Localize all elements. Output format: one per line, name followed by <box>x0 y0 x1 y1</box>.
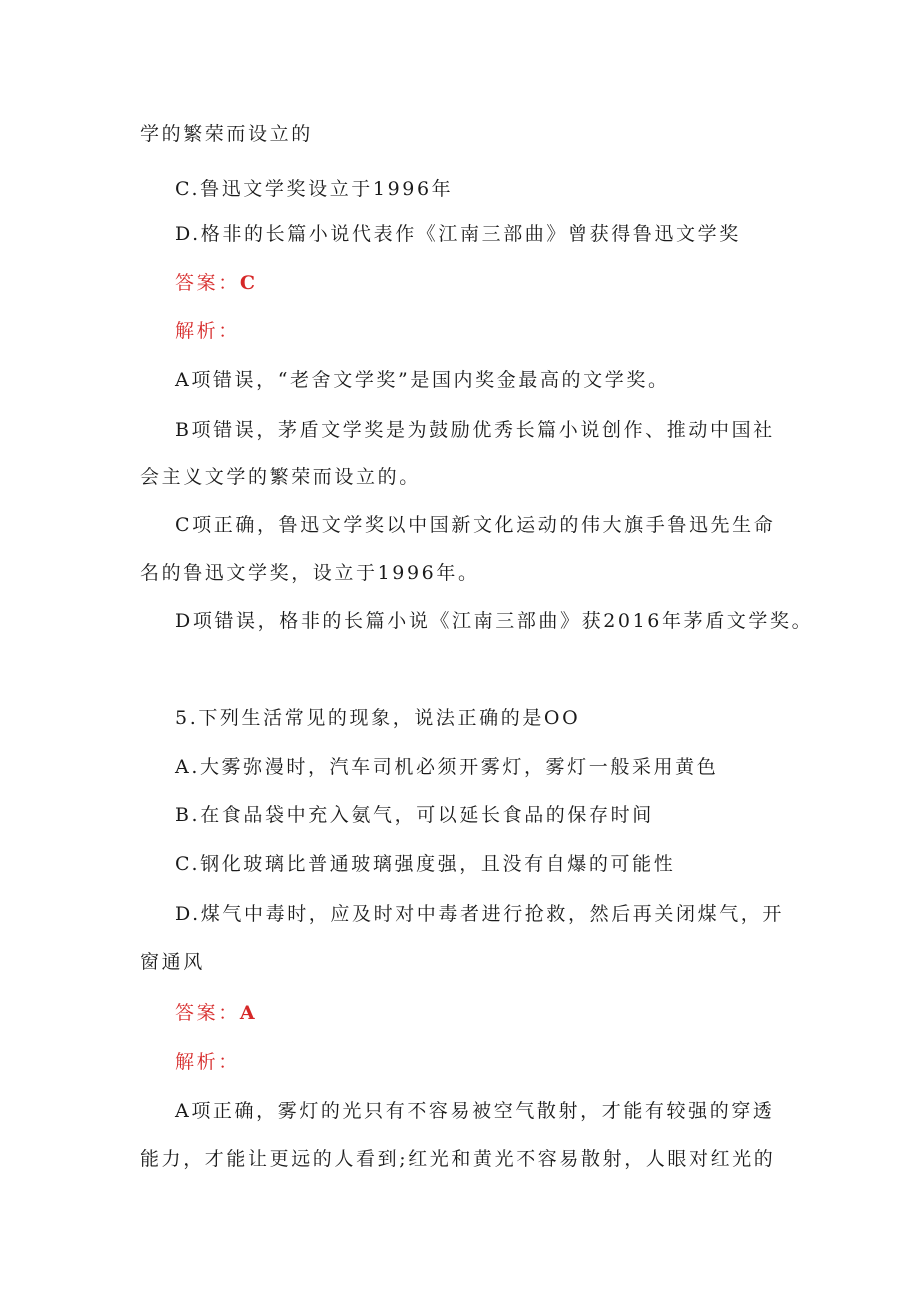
answer-value: C <box>239 272 258 294</box>
analysis-label: 解析： <box>175 1051 240 1073</box>
option-d: D.格非的长篇小说代表作《江南三部曲》曾获得鲁迅文学奖 <box>175 223 741 245</box>
analysis-item-b: B项错误，茅盾文学奖是为鼓励优秀长篇小说创作、推动中国社 <box>175 419 775 441</box>
analysis-item-a-cont: 能力，才能让更远的人看到;红光和黄光不容易散射，人眼对红光的 <box>140 1148 776 1170</box>
option-d-cont: 窗通风 <box>140 951 205 973</box>
question-5: 5.下列生活常见的现象，说法正确的是OO <box>175 707 581 729</box>
option-a: A.大雾弥漫时，汽车司机必须开雾灯，雾灯一般采用黄色 <box>175 756 719 778</box>
analysis-item-b-cont: 会主义文学的繁荣而设立的。 <box>140 466 421 488</box>
analysis-item-c: C项正确，鲁迅文学奖以中国新文化运动的伟大旗手鲁迅先生命 <box>175 514 776 536</box>
answer-value: A <box>239 1002 258 1024</box>
analysis-label: 解析： <box>175 320 240 342</box>
analysis-item-a: A项正确，雾灯的光只有不容易被空气散射，才能有较强的穿透 <box>175 1100 775 1122</box>
option-d: D.煤气中毒时，应及时对中毒者进行抢救，然后再关闭煤气，开 <box>175 903 784 925</box>
analysis-item-d: D项错误，格非的长篇小说《江南三部曲》获2016年茅盾文学奖。 <box>175 610 814 632</box>
answer-line-1 <box>175 270 258 296</box>
option-c: C.鲁迅文学奖设立于1996年 <box>175 178 454 200</box>
option-b: B.在食品袋中充入氨气，可以延长食品的保存时间 <box>175 804 654 826</box>
analysis-item-c-cont: 名的鲁迅文学奖，设立于1996年。 <box>140 562 480 584</box>
option-c: C.钢化玻璃比普通玻璃强度强，且没有自爆的可能性 <box>175 853 676 875</box>
answer-label: 答案： <box>175 1002 240 1024</box>
text-line: 学的繁荣而设立的 <box>140 123 313 145</box>
analysis-item-a: A项错误，“老舍文学奖”是国内奖金最高的文学奖。 <box>175 369 670 391</box>
answer-label: 答案： <box>175 272 240 294</box>
answer-line-2 <box>175 1000 257 1026</box>
